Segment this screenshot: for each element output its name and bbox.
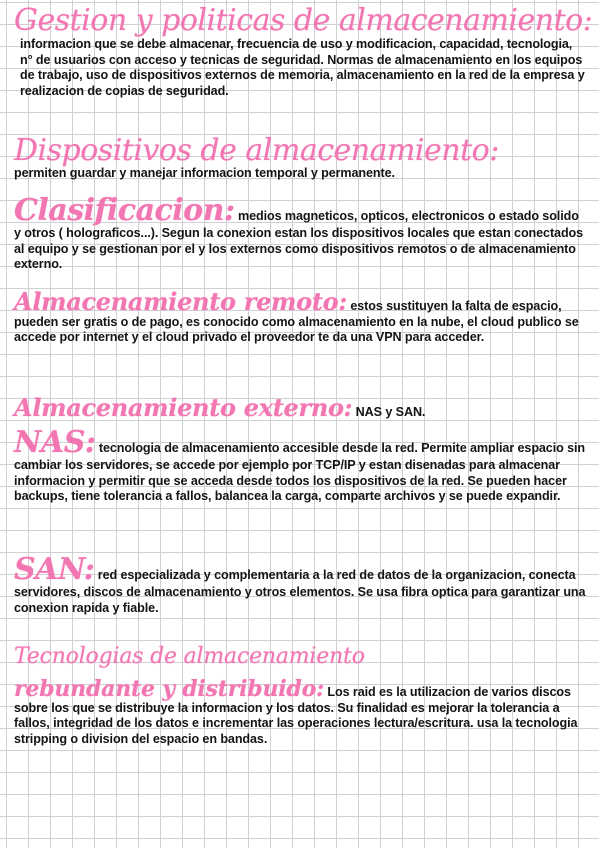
section-title-gestion: Gestion y politicas de almacenamiento: xyxy=(14,3,593,38)
section-remoto xyxy=(14,287,586,346)
section-gestion xyxy=(14,3,593,99)
section-san xyxy=(14,552,586,616)
section-externo-paragraph xyxy=(14,393,586,422)
section-body-clasificacion: medios magneticos, opticos, electronicos o estado solido y otros ( holograficos...). Segun la conexion estan los dispositivos locales que estan conectados al equipo y se gestionan por el y los externos como dispositivos remotos o de almacenamiento externo. xyxy=(14,209,584,271)
section-title-dispositivos: Dispositivos de almacenamiento: xyxy=(14,133,499,168)
section-body-san: red especializada y complementaria a la red de datos de la organizacion, conecta servidores, discos de almacenamiento y otros elementos. Se usa fibra optica para garantizar una conexion rapida y fiable. xyxy=(14,568,586,615)
section-clasificacion-paragraph xyxy=(14,193,586,273)
section-externo xyxy=(14,393,586,422)
section-body-tecnologias: Los raid es la utilizacion de varios discos sobre los que se distribuye la informacion y los datos. Su finalidad es mejorar la tolerancia a fallos, integridad de los datos e incrementar las operaciones lectura/escritura. usa la tecnologia stripping o division del espacio en bandas. xyxy=(14,685,578,746)
section-title-tecnologias-line1: Tecnologias de almacenamiento xyxy=(14,644,365,669)
section-title-tecnologias-line2: rebundante y distribuido: xyxy=(14,676,325,702)
section-nas xyxy=(14,425,586,505)
section-title-remoto: Almacenamiento remoto: xyxy=(14,287,347,316)
section-clasificacion xyxy=(14,193,586,273)
section-body-remoto: estos sustituyen la falta de espacio, pueden ser gratis o de pago, es conocido como almacenamiento en la nube, el cloud publico se accede por internet y el cloud privado el proveedor te da una VPN para acceder. xyxy=(14,299,579,344)
section-body-nas: tecnologia de almacenamiento accesible desde la red. Permite ampliar espacio sin cambiar los servidores, se accede por ejemplo por TCP/IP y estan disenadas para almacenar informacion y permitir que se acceda desde todos los dispositivos de la red. Se pueden hacer backups, tiene tolerancia a fallos, balancea la carga, comparte archivos y se puede expandir. xyxy=(14,441,586,503)
section-san-paragraph xyxy=(14,552,586,616)
section-body-gestion: informacion que se debe almacenar, frecuencia de uso y modificacion, capacidad, tecnologia, n° de usuarios con acceso y tecnicas de seguridad. Normas de almacenamiento en los equipos de trabajo, uso de dispositivos externos de memoria, almacenamiento en la red de la empresa y realizacion de copias de seguridad. xyxy=(20,37,585,98)
section-tecnologias-paragraph xyxy=(14,678,586,747)
section-title-nas: NAS: xyxy=(14,425,96,460)
section-dispositivos xyxy=(14,133,586,182)
section-remoto-paragraph xyxy=(14,287,586,346)
section-nas-paragraph xyxy=(14,425,586,505)
section-body-dispositivos: permiten guardar y manejar informacion temporal y permanente. xyxy=(14,166,395,180)
section-title-externo: Almacenamiento externo: xyxy=(14,393,353,422)
section-title-san: SAN: xyxy=(14,552,95,587)
section-tecnologias xyxy=(14,646,586,747)
section-title-clasificacion: Clasificacion: xyxy=(14,193,235,228)
section-body-externo: NAS y SAN. xyxy=(355,405,426,419)
